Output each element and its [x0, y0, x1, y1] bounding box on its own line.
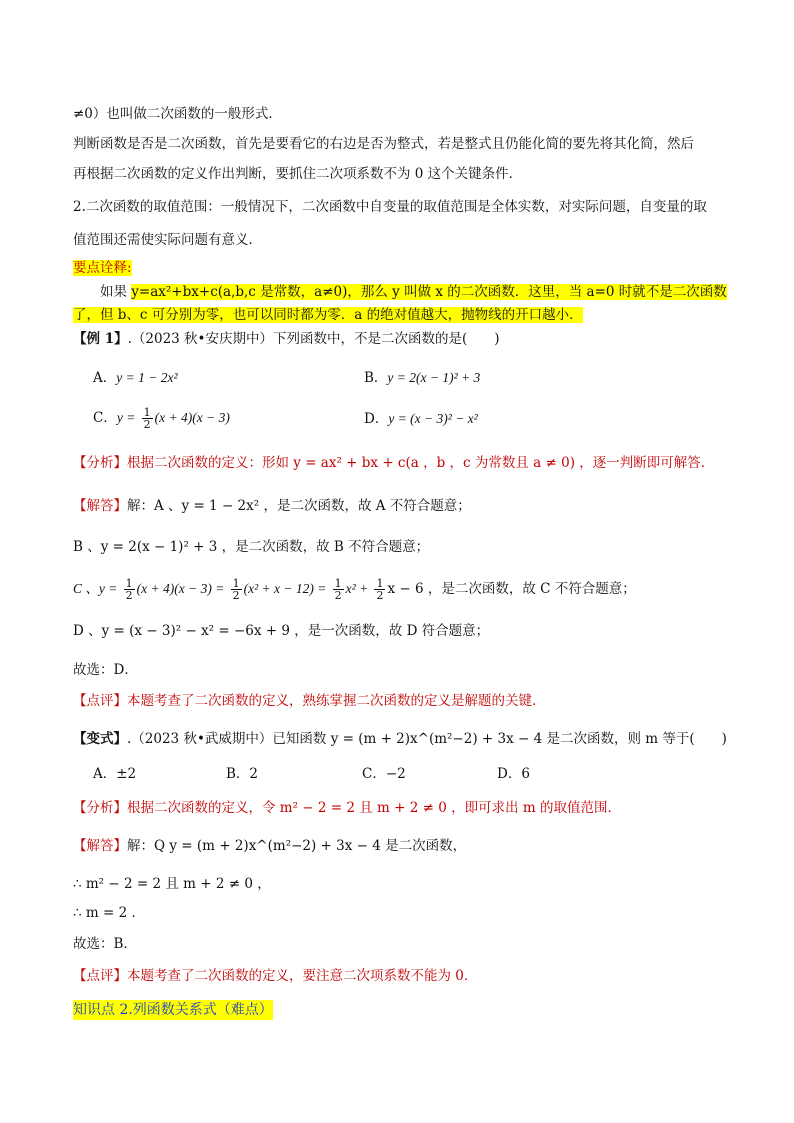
fraction-half: $\frac{1}{2}$ [143, 406, 151, 431]
intro-line-1: ≠0）也叫做二次函数的一般形式． [73, 106, 282, 122]
example1-option-b: B．y = 2(x − 1)² + 3 [364, 370, 481, 386]
variant-choice: 故选：B． [73, 936, 137, 952]
variant-question: 【变式】.（2023 秋•武威期中）已知函数 y = (m + 2)x^(m²−2) + 3x − 4 是二次函数，则 m 等于( ) [73, 731, 727, 747]
example1-option-d: D．y = (x − 3)² − x² [364, 411, 478, 427]
variant-solution-1: 【解答】解：Q y = (m + 2)x^(m²−2) + 3x − 4 是二次函数， [73, 838, 467, 854]
variant-option-a: A．±2 [93, 766, 137, 782]
variant-tag: 【变式】 [73, 731, 127, 747]
key-points-highlight-2: 了，但 b、c 可分别为零，也可以同时都为零．a 的绝对值越大，抛物线的开口越小． [73, 307, 583, 323]
variant-option-c: C．−2 [362, 766, 406, 782]
example1-tag: 【例 1】 [73, 331, 128, 347]
variant-analysis: 【分析】根据二次函数的定义，令 m² − 2 = 2 且 m + 2 ≠ 0 ，即可求出 m 的取值范围． [73, 800, 621, 816]
key-points-para-2 [73, 305, 583, 325]
section-title: 知识点 2.列函数关系式（难点） [73, 1002, 273, 1018]
variant-solution-3: ∴ m = 2 ． [73, 905, 145, 921]
intro-line-2: 判断函数是否是二次函数，首先是要看它的右边是否为整式，若是整式且仍能化简的要先将其化简，然后 [73, 136, 694, 152]
intro-line-5: 值范围还需使实际问题有意义． [73, 232, 262, 248]
example1-comment: 【点评】本题考查了二次函数的定义，熟练掌握二次函数的定义是解题的关键． [73, 693, 546, 709]
variant-comment: 【点评】本题考查了二次函数的定义，要注意二次项系数不能为 0． [73, 968, 478, 984]
example1-solution-c: C 、y = $\frac{1}{2}$ (x + 4)(x − 3) = $\frac{1}{2}$ (x² + x − 12) = $\frac{1}{2}$ x² + $\frac{1}{2}$ x − 6 ，是二次函数，故 C 不符合题意； [73, 577, 636, 602]
example1-choice: 故选：D． [73, 662, 138, 678]
intro-line-3: 再根据二次函数的定义作出判断，要抓住二次项系数不为 0 这个关键条件． [73, 166, 523, 182]
variant-option-d: D．6 [497, 766, 530, 782]
key-points-para-1: 如果 y=ax²+bx+c(a,b,c 是常数，a≠0)，那么 y 叫做 x 的二次函数．这里，当 a=0 时就不是二次函数 [100, 284, 727, 300]
key-points-label [73, 258, 132, 278]
variant-solution-2: ∴ m² − 2 = 2 且 m + 2 ≠ 0 ， [73, 876, 271, 892]
example1-option-c: C．y = $\frac{1}{2}$ (x + 4)(x − 3) [93, 406, 230, 431]
intro-line-4: 2.二次函数的取值范围：一般情况下，二次函数中自变量的取值范围是全体实数，对实际问题，自变量的取 [73, 199, 707, 215]
example1-solution-a: 【解答】解：A 、y = 1 − 2x² ，是二次函数，故 A 不符合题意； [73, 498, 471, 514]
key-points-label-text: 要点诠释: [73, 260, 132, 276]
variant-option-b: B．2 [226, 766, 259, 782]
example1-analysis: 【分析】根据二次函数的定义：形如 y = ax² + bx + c(a ，b ，c 为常数且 a ≠ 0) ，逐一判断即可解答． [73, 455, 715, 471]
example1-option-a: A．y = 1 − 2x² [93, 370, 178, 386]
example1-question: 【例 1】.（2023 秋•安庆期中）下列函数中，不是二次函数的是( ) [73, 331, 500, 347]
key-points-highlight-1: y=ax²+bx+c(a,b,c 是常数，a≠0)，那么 y 叫做 x 的二次函数．这里，当 a=0 时就不是二次函数 [131, 284, 727, 300]
example1-solution-d: D 、y = (x − 3)² − x² = −6x + 9 ，是一次函数，故 D 符合题意； [73, 623, 490, 639]
example1-solution-b: B 、y = 2(x − 1)² + 3 ，是二次函数，故 B 不符合题意； [73, 539, 430, 555]
